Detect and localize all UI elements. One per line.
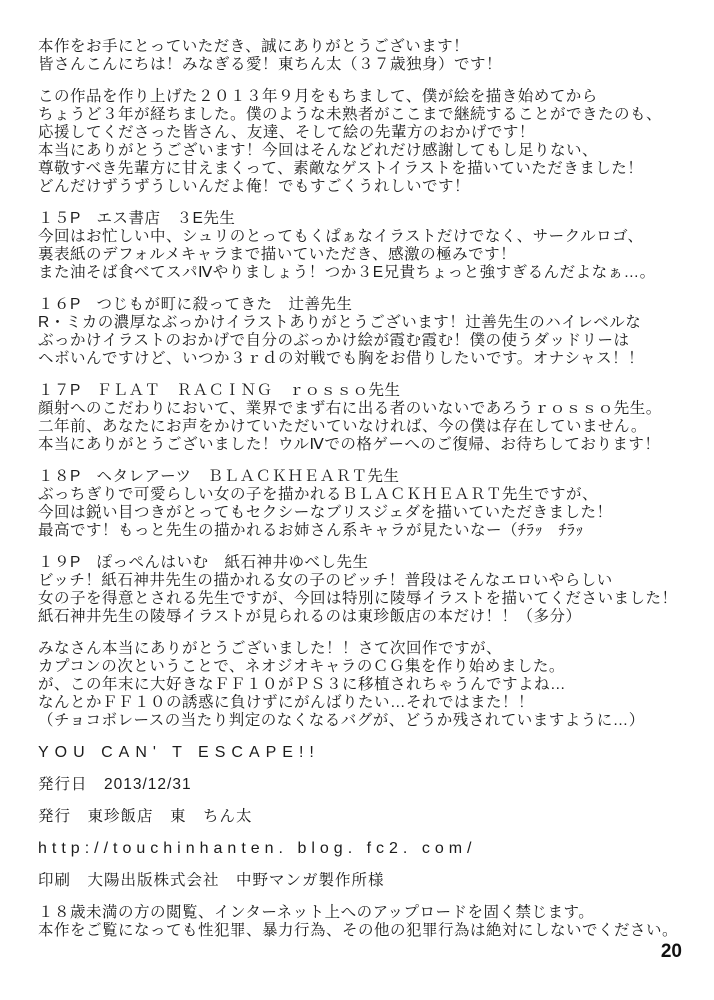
text-line: 応援してくださった皆さん、友達、そして絵の先輩方のおかげです！	[38, 124, 535, 141]
text-line: １８歳未満の方の閲覧、インターネット上へのアップロードを固く禁じます。	[38, 904, 595, 921]
text-line: 本当にありがとうございます！今回はそんなどれだけ感謝してもし足りない、	[38, 142, 599, 159]
text-line: １７P ＦＬＡＴ ＲＡＣＩＮＧ ｒｏｓｓｏ先生	[38, 382, 401, 399]
text-line: 本当にありがとうございました！ウルⅣでの格ゲーへのご復帰、お待ちしております！	[38, 436, 661, 453]
block-disclaimer	[38, 904, 694, 940]
text-line: １９P ぽっぺんはいむ 紙石神井ゆべし先生	[38, 554, 369, 571]
text-line: ぶっかけイラストのおかげで自分のぶっかけ絵が霞む霞む！僕の使うダッドリーは	[38, 332, 630, 349]
text-line: この作品を作り上げた２０１３年９月をもちまして、僕が絵を描き始めてから	[38, 88, 598, 105]
block-guest-19p	[38, 554, 694, 626]
block-website-url	[38, 840, 694, 858]
text-line: 印刷 大陽出版株式会社 中野マンガ製作所様	[38, 872, 385, 889]
text-line: 今回はお忙しい中、シュリのとってもくぱぁなイラストだけでなく、サークルロゴ、	[38, 228, 644, 245]
text-line: ぶっちぎりで可愛らしい女の子を描かれるＢＬＡＣＫＨＥＡＲＴ先生ですが、	[38, 486, 599, 503]
block-guest-17p	[38, 382, 694, 454]
text-line: 本作をお手にとっていただき、誠にありがとうございます！	[38, 38, 470, 55]
text-line: http://touchinhanten. blog. fc2. com/	[38, 840, 477, 857]
text-line: ヘボいんですけど、いつか３ｒｄの対戦でも胸をお借りしたいです。オナシャス！！	[38, 350, 645, 367]
text-line: みなさん本当にありがとうございました！！さて次回作ですが、	[38, 640, 503, 657]
block-you-cant-escape	[38, 744, 694, 762]
block-printer	[38, 872, 694, 890]
text-line: １６P つじもが町に殺ってきた 辻善先生	[38, 296, 353, 313]
text-line: 女の子を得意とされる先生ですが、今回は特別に陵辱イラストを描いてくださいました！	[38, 590, 678, 607]
page-number: 20	[660, 941, 682, 962]
text-line: 発行 東珍飯店 東 ちん太	[38, 808, 253, 825]
block-guest-15p	[38, 210, 694, 282]
block-next-work	[38, 640, 694, 730]
text-line: １８P ヘタレアーツ ＢＬＡＣＫＨＥＡＲＴ先生	[38, 468, 400, 485]
afterword-text	[38, 38, 694, 954]
text-line: どんだけずうずうしいんだよ俺！でもすごくうれしいです！	[38, 178, 471, 195]
text-line: 尊敬すべき先輩方に甘えまくって、素敵なゲストイラストを描いていただきました！	[38, 160, 644, 177]
text-line: 発行日 2013/12/31	[38, 776, 192, 793]
text-line: （チョコボレースの当たり判定のなくなるバグが、どうか残されていますように…）	[38, 712, 645, 729]
text-line: 裏表紙のデフォルメキャラまで描いていただき、感激の極みです！	[38, 246, 517, 263]
text-line: 最高です！もっと先生の描かれるお姉さん系キャラが見たいなー（ﾁﾗｯ ﾁﾗｯ	[38, 522, 584, 539]
text-line: ビッチ！紙石神井先生の描かれる女の子のビッチ！普段はそんなエロいやらしい	[38, 572, 613, 589]
text-line: 二年前、あなたにお声をかけていただいていなければ、今の僕は存在していません。	[38, 418, 647, 435]
text-line: 今回は鋭い目つきがとってもセクシーなブリスジェダを描いていただきました！	[38, 504, 613, 521]
text-line: が、この年末に大好きなＦＦ１０がＰＳ３に移植されちゃうんですよね…	[38, 676, 567, 693]
text-line: R・ミカの濃厚なぶっかけイラストありがとうございます！辻善先生のハイレベルな	[38, 314, 642, 331]
text-line: １５P エス書店 ３E先生	[38, 210, 236, 227]
block-guest-16p	[38, 296, 694, 368]
block-intro	[38, 88, 694, 196]
block-guest-18p	[38, 468, 694, 540]
text-line: カプコンの次ということで、ネオジオキャラのＣＧ集を作り始めました。	[38, 658, 565, 675]
block-publisher	[38, 808, 694, 826]
text-line: 紙石神井先生の陵辱イラストが見られるのは東珍飯店の本だけ！！（多分）	[38, 608, 582, 625]
text-line: なんとかＦＦ１０の誘惑に負けずにがんばりたい…それではまた！！	[38, 694, 535, 711]
text-line: YOU CAN' T ESCAPE!!	[38, 744, 320, 761]
text-line: ちょうど３年が経ちました。僕のような未熟者がここまで継続することができたのも、	[38, 106, 663, 123]
text-line: また油そば食べてスパⅣやりましょう！つか３E兄貴ちょっと強すぎるんだよなぁ…。	[38, 264, 656, 281]
text-line: 本作をご覧になっても性犯罪、暴力行為、その他の犯罪行為は絶対にしないでください。	[38, 922, 679, 939]
block-greeting	[38, 38, 694, 74]
block-publish-date	[38, 776, 694, 794]
text-line: 皆さんこんにちは！みなぎる愛！東ちん太（３７歳独身）です！	[38, 56, 503, 73]
text-line: 顔射へのこだわりにおいて、業界でまず右に出る者のいないであろうｒｏｓｓｏ先生。	[38, 400, 662, 417]
